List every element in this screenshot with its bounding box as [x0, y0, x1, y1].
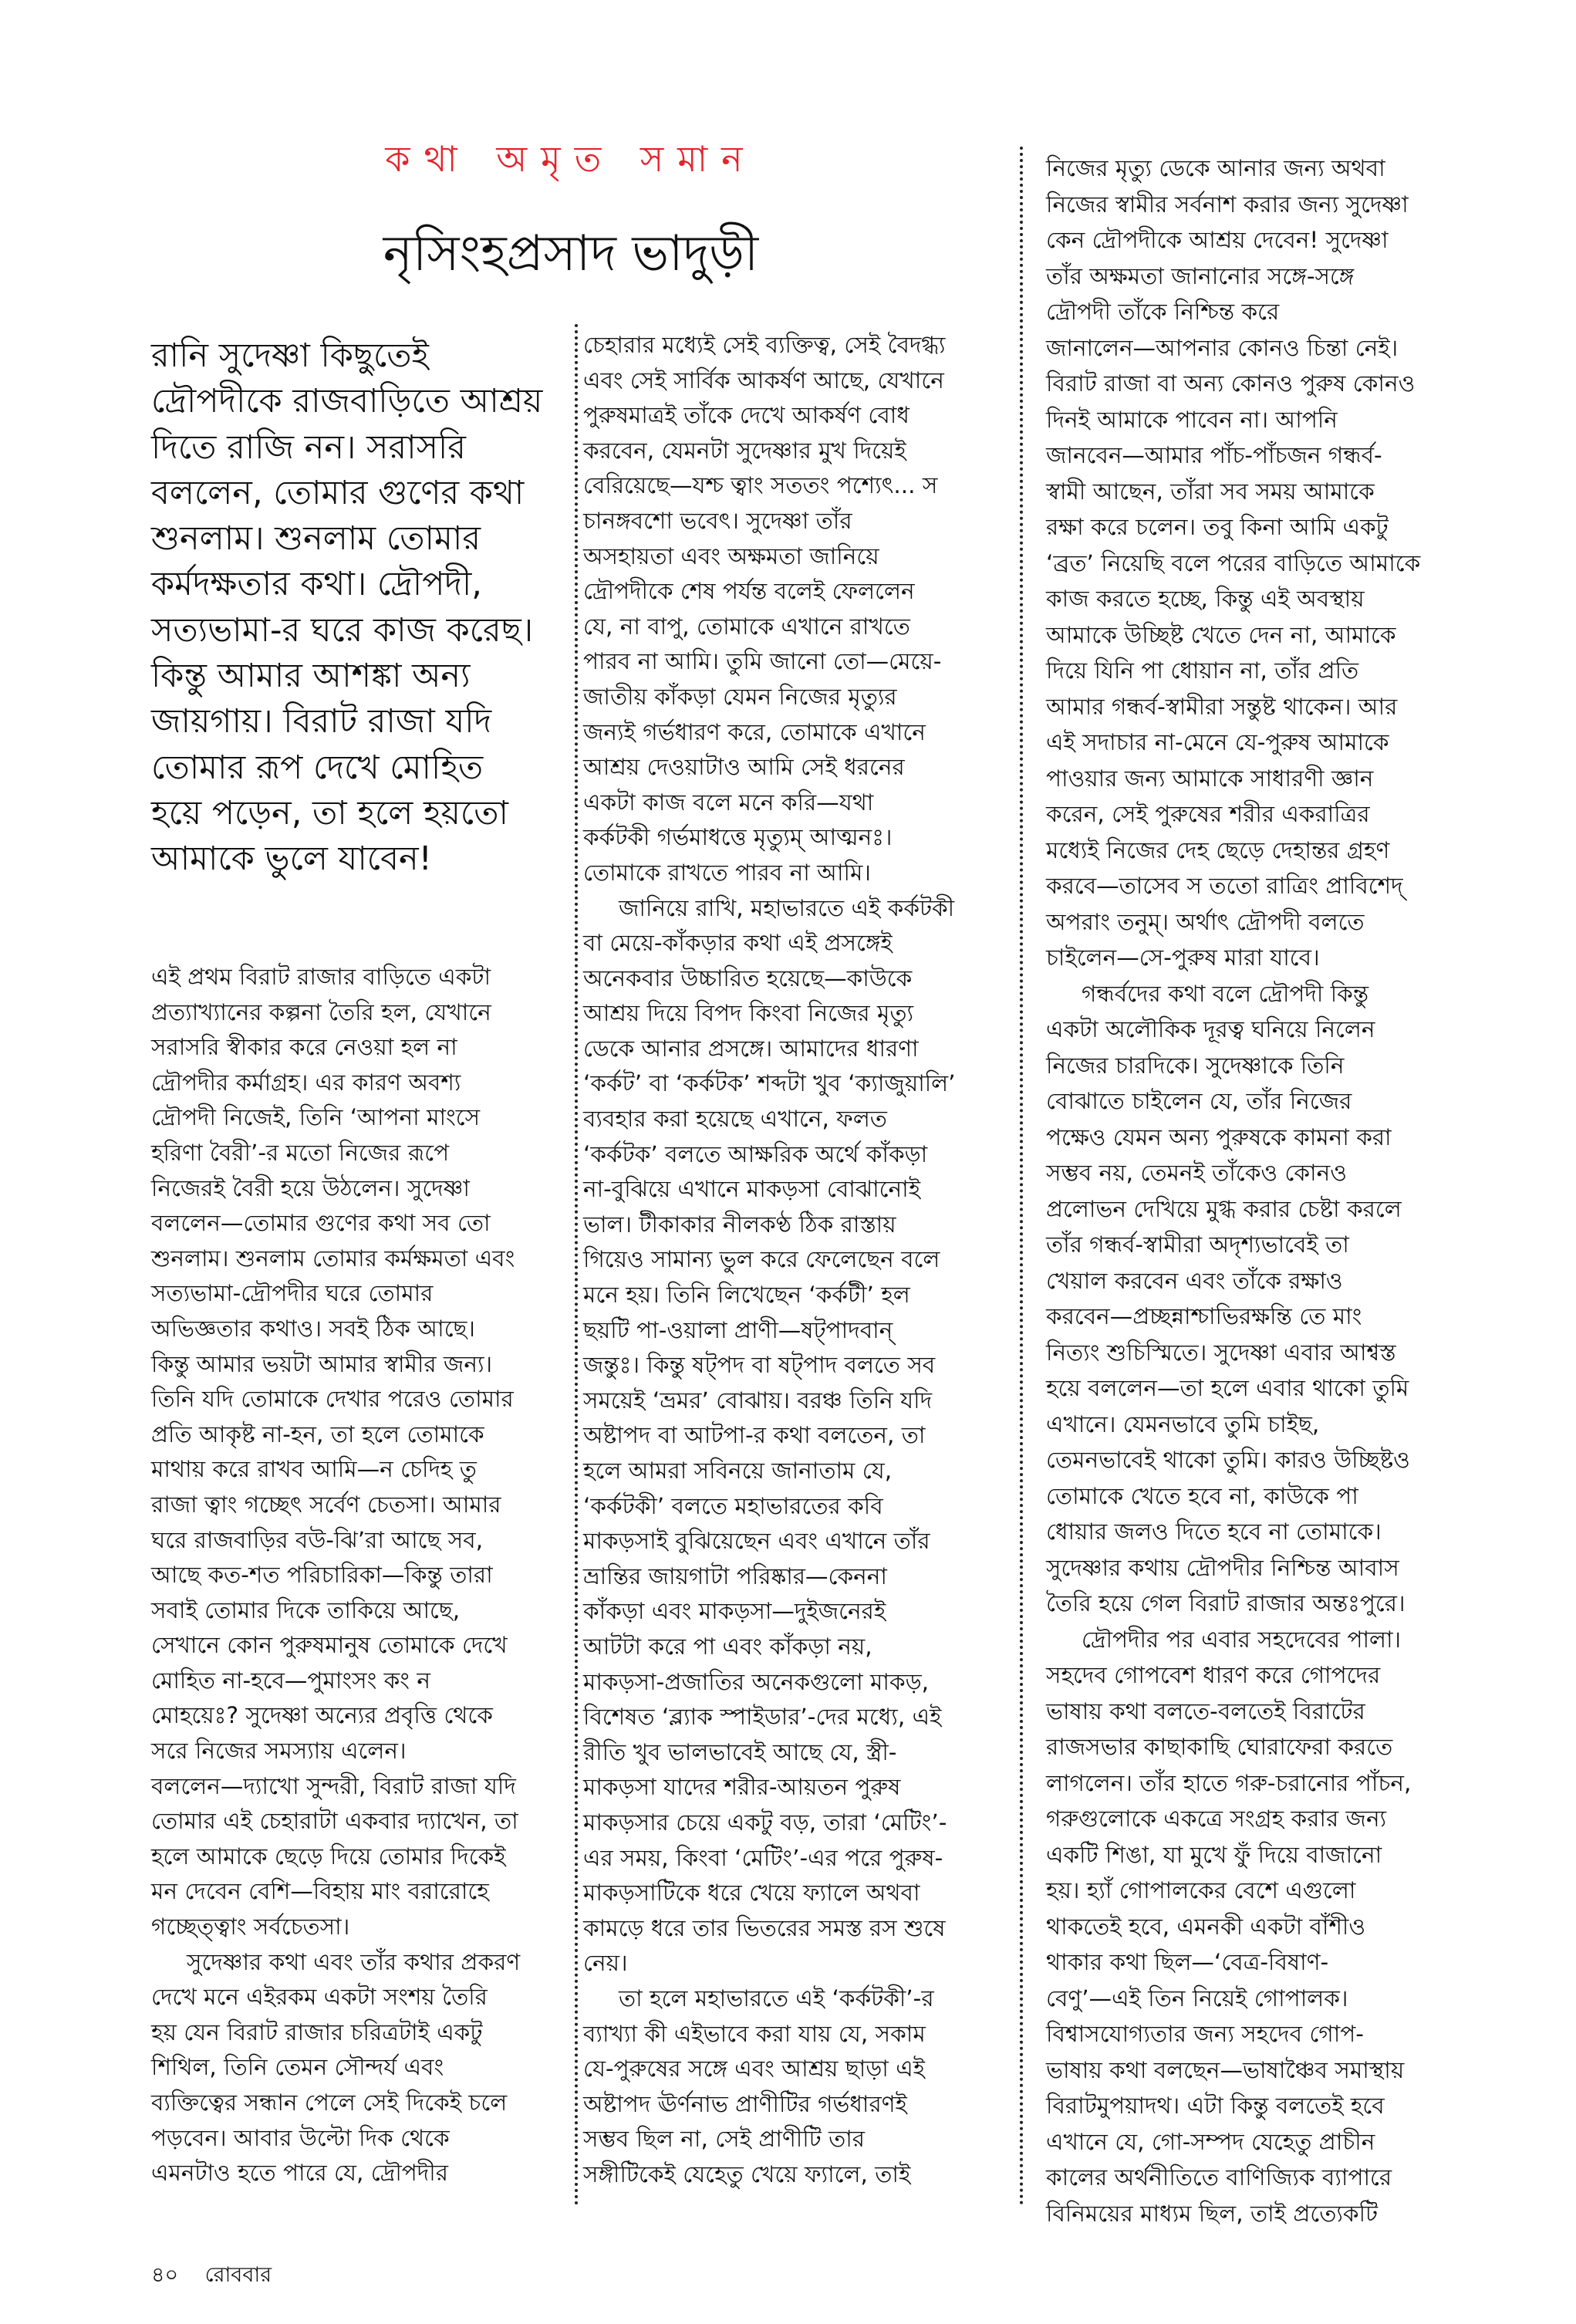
- text-line: যে, না বাপু, তোমাকে এখানে রাখতে: [583, 613, 910, 640]
- text-line: জানবেন—আমার পাঁচ-পাঁচজন গন্ধর্ব-: [1046, 442, 1382, 468]
- text-line: ‘কর্কটকী’ বলতে মহাভারতের কবি: [583, 1492, 883, 1519]
- text-line: জানিয়ে রাখি, মহাভারতে এই কর্কটকী: [619, 894, 955, 921]
- text-line: গিয়েও সামান্য ভুল করে ফেলেছেন বলে: [583, 1246, 940, 1273]
- pull-quote-line: দিতে রাজি নন। সরাসরি: [151, 427, 466, 467]
- pull-quote-line: কিন্তু আমার আশঙ্কা অন্য: [151, 657, 471, 696]
- pull-quote: [151, 333, 568, 883]
- text-line: সরাসরি স্বীকার করে নেওয়া হল না: [151, 1034, 457, 1061]
- text-line: এখানে। যেমনভাবে তুমি চাইছ,: [1046, 1410, 1320, 1437]
- text-line: ডেকে আনার প্রসঙ্গে। আমাদের ধারণা: [583, 1035, 919, 1062]
- text-line: প্রতি আকৃষ্ট না-হন, তা হলে তোমাকে: [151, 1420, 484, 1447]
- text-line: রীতি খুব ভালভাবেই আছে যে, স্ত্রী-: [583, 1738, 897, 1765]
- text-line: তিনি যদি তোমাকে দেখার পরেও তোমার: [151, 1386, 514, 1413]
- pull-quote-line: আমাকে ভুলে যাবেন!: [151, 839, 432, 879]
- text-line: হলে আমাকে ছেড়ে দিয়ে তোমার দিকেই: [151, 1843, 506, 1870]
- text-line: জাতীয় কাঁকড়া যেমন নিজের মৃত্যুর: [583, 683, 897, 710]
- text-line: তোমার এই চেহারাটা একবার দ্যাখেন, তা: [151, 1808, 518, 1835]
- body-column-left: [151, 960, 560, 2191]
- text-line: কর্কটকী গর্ভমাধত্তে মৃত্যুম্ আত্মনঃ।: [583, 824, 893, 851]
- pull-quote-line: হয়ে পড়েন, তা হলে হয়তো: [151, 793, 508, 833]
- text-line: হয়। হ্যাঁ গোপালকের বেশে এগুলো: [1046, 1877, 1356, 1903]
- pull-quote-line: কর্মদক্ষতার কথা। দ্রৌপদী,: [151, 565, 482, 604]
- column-divider: [575, 324, 578, 2207]
- text-line: বা মেয়ে-কাঁকড়ার কথা এই প্রসঙ্গেই: [583, 930, 893, 957]
- text-line: কামড়ে ধরে তার ভিতরের সমস্ত রস শুষে: [583, 1914, 946, 1941]
- text-line: আমাকে উচ্ছিষ্ট খেতে দেন না, আমাকে: [1046, 621, 1396, 648]
- text-line: এবং সেই সার্বিক আকর্ষণ আছে, যেখানে: [583, 367, 944, 394]
- text-line: থাকার কথা ছিল—‘বেত্র-বিষাণ-: [1046, 1949, 1329, 1975]
- pull-quote-line: জায়গায়। বিরাট রাজা যদি: [151, 702, 492, 741]
- text-line: তাঁর অক্ষমতা জানানোর সঙ্গে-সঙ্গে: [1046, 262, 1355, 289]
- text-line: এমনটাও হতে পারে যে, দ্রৌপদীর: [151, 2160, 448, 2187]
- pull-quote-line: সত্যভামা-র ঘরে কাজ করেছ।: [151, 610, 534, 650]
- text-line: দ্রৌপদীর কর্মাগ্রহ। এর কারণ অবশ্য: [151, 1069, 461, 1096]
- text-line: বিরাটমুপয়াদথ। এটা কিন্তু বলতেই হবে: [1046, 2093, 1385, 2119]
- text-line: রাজা ত্বাং গচ্ছেৎ সর্বেণ চেতসা। আমার: [151, 1491, 501, 1518]
- text-line: থাকতেই হবে, এমনকী একটা বাঁশীও: [1046, 1913, 1366, 1940]
- text-line: নেয়।: [583, 1950, 628, 1977]
- text-line: ভাল। টীকাকার নীলকণ্ঠ ঠিক রাস্তায়: [583, 1211, 896, 1238]
- text-line: যে-পুরুষের সঙ্গে এবং আশ্রয় ছাড়া এই: [583, 2055, 926, 2082]
- text-line: মধ্যেই নিজের দেহ ছেড়ে দেহান্তর গ্রহণ: [1046, 836, 1390, 863]
- text-line: বিরাট রাজা বা অন্য কোনও পুরুষ কোনও: [1046, 370, 1416, 397]
- text-line: মাকড়সার চেয়ে একটু বড়, তারা ‘মেটিং’-: [583, 1809, 947, 1836]
- text-line: করবেন—প্রচ্ছন্নাশ্চাভিরক্ষন্তি তে মাং: [1046, 1303, 1362, 1329]
- text-line: খেয়াল করবেন এবং তাঁকে রক্ষাও: [1046, 1267, 1343, 1294]
- text-line: অষ্টাপদ ঊর্ণনাভ প্রাণীটির গর্ভধারণই: [583, 2090, 907, 2117]
- text-line: কালের অর্থনীতিতে বাণিজ্যিক ব্যাপারে: [1046, 2164, 1392, 2191]
- column-divider: [1020, 147, 1023, 2207]
- text-line: ‘কর্কটক’ বলতে আক্ষরিক অর্থে কাঁকড়া: [583, 1140, 928, 1167]
- text-line: নিত্যং শুচিস্মিতে। সুদেষ্ণা এবার আশ্বস্ত: [1046, 1339, 1396, 1366]
- text-line: অভিজ্ঞতার কথাও। সবই ঠিক আছে।: [151, 1315, 475, 1342]
- text-line: চানঙ্গবশো ভবেৎ। সুদেষ্ণা তাঁর: [583, 507, 852, 534]
- text-line: অষ্টাপদ বা আটপা-র কথা বলতেন, তা: [583, 1422, 926, 1449]
- text-line: নিজের মৃত্যু ডেকে আনার জন্য অথবা: [1046, 155, 1385, 181]
- text-line: অনেকবার উচ্চারিত হয়েছে—কাউকে: [583, 964, 913, 991]
- text-line: বিশ্বাসযোগ্যতার জন্য সহদেব গোপ-: [1046, 2021, 1364, 2047]
- text-line: ব্যক্তিত্বের সন্ধান পেলে সেই দিকেই চলে: [151, 2089, 508, 2116]
- magazine-name: রোববার: [204, 2263, 272, 2287]
- text-line: মোহিত না-হবে—পুমাংসং কং ন: [151, 1667, 430, 1694]
- text-line: সম্ভব ছিল না, সেই প্রাণীটি তার: [583, 2126, 866, 2153]
- text-line: বেণু’—এই তিন নিয়েই গোপালক।: [1046, 1985, 1348, 2012]
- text-line: সত্যভামা-দ্রৌপদীর ঘরে তোমার: [151, 1280, 434, 1307]
- text-line: প্রত্যাখ্যানের কল্পনা তৈরি হল, যেখানে: [151, 998, 491, 1025]
- text-line: পড়বেন। আবার উল্টো দিক থেকে: [151, 2124, 450, 2151]
- text-line: পক্ষেও যেমন অন্য পুরুষকে কামনা করা: [1046, 1123, 1392, 1150]
- text-line: স্বামী আছেন, তাঁরা সব সময় আমাকে: [1046, 478, 1375, 505]
- text-line: মাথায় করে রাখব আমি—ন চেদিহ তু: [151, 1456, 477, 1483]
- text-line: এই প্রথম বিরাট রাজার বাড়িতে একটা: [151, 964, 491, 990]
- text-line: অপরাং তনুম্। অর্থাৎ দ্রৌপদী বলতে: [1046, 908, 1365, 935]
- text-line: মোহয়েঃ? সুদেষ্ণা অন্যের প্রবৃত্তি থেকে: [151, 1702, 493, 1729]
- text-line: ঘরে রাজবাড়ির বউ-ঝি’রা আছে সব,: [151, 1526, 484, 1553]
- text-line: একটি শিঙা, যা মুখে ফুঁ দিয়ে বাজানো: [1046, 1841, 1382, 1868]
- text-line: ছয়টি পা-ওয়ালা প্রাণী—ষট্পাদবান্: [583, 1316, 893, 1343]
- text-line: তাঁর গন্ধর্ব-স্বামীরা অদৃশ্যভাবেই তা: [1046, 1231, 1349, 1258]
- text-line: গন্ধর্বদের কথা বলে দ্রৌপদী কিন্তু: [1082, 980, 1369, 1007]
- text-line: গচ্ছেত্ত্বাং সর্বচেতসা।: [151, 1914, 350, 1941]
- text-line: একটা অলৌকিক দূরত্ব ঘনিয়ে নিলেন: [1046, 1016, 1375, 1042]
- text-line: মাকড়সাটিকে ধরে খেয়ে ফ্যালে অথবা: [583, 1880, 920, 1907]
- page-footer: [151, 2259, 292, 2294]
- text-line: চাইলেন—সে-পুরুষ মারা যাবে।: [1046, 944, 1320, 971]
- text-line: দিয়ে যিনি পা ধোয়ান না, তাঁর প্রতি: [1046, 657, 1359, 684]
- text-line: দিনই আমাকে পাবেন না। আপনি: [1046, 406, 1338, 433]
- text-line: করেন, সেই পুরুষের শরীর একরাত্রির: [1046, 801, 1370, 827]
- text-line: দ্রৌপদীর পর এবার সহদেবের পালা।: [1082, 1626, 1402, 1653]
- text-line: আটটা করে পা এবং কাঁকড়া নয়,: [583, 1633, 872, 1660]
- text-line: মনে হয়। তিনি লিখেছেন ‘কর্কটী’ হল: [583, 1282, 910, 1309]
- text-line: তোমাকে খেতে হবে না, কাউকে পা: [1046, 1482, 1358, 1509]
- text-line: হরিণা বৈরী’-র মতো নিজের রূপে: [151, 1139, 450, 1166]
- text-line: অসহায়তা এবং অক্ষমতা জানিয়ে: [583, 542, 879, 569]
- text-line: সুদেষ্ণার কথায় দ্রৌপদীর নিশ্চিন্ত আবাস: [1046, 1554, 1399, 1581]
- text-line: চেহারার মধ্যেই সেই ব্যক্তিত্ব, সেই বৈদগ্ধ্য: [583, 332, 946, 358]
- text-line: নিজের স্বামীর সর্বনাশ করার জন্য সুদেষ্ণা: [1046, 191, 1409, 218]
- text-line: সহদেব গোপবেশ ধারণ করে গোপদের: [1046, 1662, 1381, 1688]
- text-line: সময়েই ‘ভ্রমর’ বোঝায়। বরঞ্চ তিনি যদি: [583, 1387, 933, 1414]
- text-line: শুনলাম। শুনলাম তোমার কর্মক্ষমতা এবং: [151, 1245, 515, 1272]
- text-line: করবে—তাসেব স ততো রাত্রিং প্রাবিশেদ্: [1046, 873, 1403, 899]
- text-line: বেরিয়েছে—যশ্চ ত্বাং সততং পশ্যেৎ... স: [583, 472, 938, 499]
- text-line: আশ্রয় দিয়ে বিপদ কিংবা নিজের মৃত্যু: [583, 1000, 914, 1027]
- text-line: একটা কাজ বলে মনে করি—যথা: [583, 789, 874, 816]
- text-line: রক্ষা করে চলেন। তবু কিনা আমি একটু: [1046, 514, 1389, 540]
- text-line: হয় যেন বিরাট রাজার চরিত্রটাই একটু: [151, 2018, 483, 2045]
- pull-quote-line: শুনলাম। শুনলাম তোমার: [151, 519, 481, 559]
- text-line: ধোয়ার জলও দিতে হবে না তোমাকে।: [1046, 1518, 1382, 1545]
- text-line: আছে কত-শত পরিচারিকা—কিন্তু তারা: [151, 1562, 493, 1589]
- page-number: ৪০: [151, 2263, 179, 2287]
- text-line: মাকড়সাই বুঝিয়েছেন এবং এখানে তাঁর: [583, 1528, 930, 1555]
- text-line: মাকড়সা-প্রজাতির অনেকগুলো মাকড়,: [583, 1668, 930, 1695]
- text-line: জন্যই গর্ভধারণ করে, তোমাকে এখানে: [583, 718, 926, 745]
- text-line: সম্ভব নয়, তেমনই তাঁকেও কোনও: [1046, 1160, 1347, 1186]
- text-line: কেন দ্রৌপদীকে আশ্রয় দেবেন! সুদেষ্ণা: [1046, 227, 1389, 253]
- text-line: মন দেবেন বেশি—বিহায় মাং বরারোহে: [151, 1878, 489, 1905]
- text-line: দ্রৌপদীকে শেষ পর্যন্ত বলেই ফেললেন: [583, 578, 915, 605]
- text-line: রাজসভার কাছাকাছি ঘোরাফেরা করতে: [1046, 1734, 1393, 1760]
- text-line: আমার গন্ধর্ব-স্বামীরা সন্তুষ্ট থাকেন। আর: [1046, 693, 1398, 720]
- section-kicker: কথা অমৃত সমান: [385, 138, 757, 180]
- text-line: সরে নিজের সমস্যায় এলেন।: [151, 1738, 407, 1765]
- text-line: বিনিময়ের মাধ্যম ছিল, তাই প্রত্যেকটি: [1046, 2200, 1379, 2227]
- pull-quote-line: রানি সুদেষ্ণা কিছুতেই: [151, 336, 429, 375]
- text-line: তা হলে মহাভারতে এই ‘কর্কটকী’-র: [619, 1985, 934, 2012]
- text-line: তোমাকে রাখতে পারব না আমি।: [583, 859, 871, 886]
- text-line: ‘ব্রত’ নিয়েছি বলে পরের বাড়িতে আমাকে: [1046, 549, 1421, 576]
- text-line: গরুগুলোকে একত্রে সংগ্রহ করার জন্য: [1046, 1805, 1387, 1832]
- text-line: ‘কর্কট’ বা ‘কর্কটক’ শব্দটা খুব ‘ক্যাজুয়ালি’: [583, 1070, 956, 1097]
- text-line: পাওয়ার জন্য আমাকে সাধারণী জ্ঞান: [1046, 765, 1374, 792]
- text-line: জন্তুঃ। কিন্তু ষট্পদ বা ষট্পাদ বলতে সব: [583, 1352, 936, 1379]
- text-line: সুদেষ্ণার কথা এবং তাঁর কথার প্রকরণ: [187, 1948, 521, 1975]
- text-line: এখানে যে, গো-সম্পদ যেহেতু প্রাচীন: [1046, 2128, 1375, 2155]
- text-line: ভাষায় কথা বলছেন—ভাষাঞ্চৈব সমাস্থায়: [1046, 2056, 1405, 2083]
- text-line: বললেন—তোমার গুণের কথা সব তো: [151, 1210, 491, 1237]
- text-line: হয়ে বললেন—তা হলে এবার থাকো তুমি: [1046, 1375, 1409, 1401]
- text-line: দ্রৌপদী নিজেই, তিনি ‘আপনা মাংসে: [151, 1104, 481, 1131]
- text-line: এই সদাচার না-মেনে যে-পুরুষ আমাকে: [1046, 729, 1389, 755]
- text-line: সবাই তোমার দিকে তাকিয়ে আছে,: [151, 1596, 461, 1623]
- text-line: মাকড়সা যাদের শরীর-আয়তন পুরুষ: [583, 1774, 901, 1801]
- pull-quote-line: বললেন, তোমার গুণের কথা: [151, 473, 525, 512]
- text-line: দেখে মনে এইরকম একটা সংশয় তৈরি: [151, 1984, 488, 2011]
- text-line: বিশেষত ‘ব্ল্যাক স্পাইডার’-দের মধ্যে, এই: [583, 1704, 942, 1731]
- text-line: করবেন, যেমনটা সুদেষ্ণার মুখ দিয়েই: [583, 437, 906, 464]
- text-line: কিন্তু আমার ভয়টা আমার স্বামীর জন্য।: [151, 1350, 493, 1377]
- text-line: এর সময়, কিংবা ‘মেটিং’-এর পরে পুরুষ-: [583, 1844, 943, 1871]
- text-line: জানালেন—আপনার কোনও চিন্তা নেই।: [1046, 334, 1399, 361]
- body-column-right: [1046, 150, 1455, 2231]
- text-line: না-বুঝিয়ে এখানে মাকড়সা বোঝানোই: [583, 1176, 921, 1203]
- text-line: তৈরি হয়ে গেল বিরাট রাজার অন্তঃপুরে।: [1046, 1590, 1406, 1616]
- text-line: দ্রৌপদী তাঁকে নিশ্চিন্ত করে: [1046, 299, 1280, 325]
- text-line: লাগলেন। তাঁর হাতে গরু-চরানোর পাঁচন,: [1046, 1769, 1412, 1796]
- text-line: ভাষায় কথা বলতে-বলতেই বিরাটের: [1046, 1697, 1365, 1724]
- text-line: বোঝাতে চাইলেন যে, তাঁর নিজের: [1046, 1088, 1352, 1114]
- text-line: শিথিল, তিনি তেমন সৌন্দর্য এবং: [151, 2054, 444, 2081]
- pull-quote-line: দ্রৌপদীকে রাজবাড়িতে আশ্রয়: [151, 382, 543, 421]
- body-column-middle: [583, 328, 992, 2192]
- text-line: নিজেরই বৈরী হয়ে উঠলেন। সুদেষ্ণা: [151, 1174, 470, 1201]
- text-line: পারব না আমি। তুমি জানো তো—মেয়ে-: [583, 648, 942, 675]
- text-line: কাজ করতে হচ্ছে, কিন্তু এই অবস্থায়: [1046, 586, 1365, 612]
- text-line: সঙ্গীটিকেই যেহেতু খেয়ে ফ্যালে, তাই: [583, 2160, 911, 2187]
- text-line: ব্যবহার করা হয়েছে এখানে, ফলত: [583, 1106, 887, 1133]
- pull-quote-line: তোমার রূপ দেখে মোহিত: [151, 748, 484, 787]
- text-line: ভ্রান্তির জায়গাটা পরিষ্কার—কেননা: [583, 1562, 887, 1589]
- text-line: বললেন—দ্যাখো সুন্দরী, বিরাট রাজা যদি: [151, 1772, 516, 1799]
- text-line: সেখানে কোন পুরুষমানুষ তোমাকে দেখে: [151, 1632, 508, 1659]
- text-line: কাঁকড়া এবং মাকড়সা—দুইজনেরই: [583, 1598, 886, 1625]
- text-line: হলে আমরা সবিনয়ে জানাতাম যে,: [583, 1458, 893, 1484]
- text-line: তেমনভাবেই থাকো তুমি। কারও উচ্ছিষ্টও: [1046, 1447, 1410, 1473]
- text-line: ব্যাখ্যা কী এইভাবে করা যায় যে, সকাম: [583, 2020, 926, 2047]
- text-line: পুরুষমাত্রই তাঁকে দেখে আকর্ষণ বোধ: [583, 402, 909, 429]
- text-line: নিজের চারদিকে। সুদেষ্ণাকে তিনি: [1046, 1052, 1345, 1079]
- author-name: নৃসিংহপ্রসাদ ভাদুড়ী: [383, 225, 759, 282]
- text-line: আশ্রয় দেওয়াটাও আমি সেই ধরনের: [583, 754, 905, 781]
- text-line: প্রলোভন দেখিয়ে মুগ্ধ করার চেষ্টা করলে: [1046, 1195, 1402, 1222]
